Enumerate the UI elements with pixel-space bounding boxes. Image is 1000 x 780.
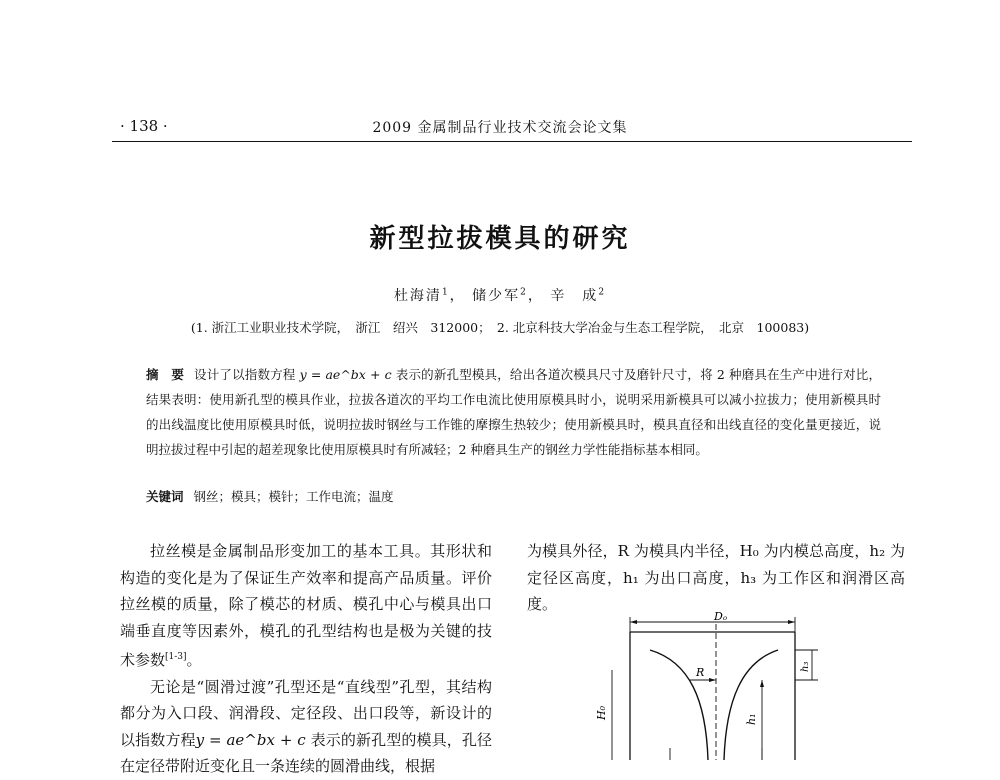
label-R: R <box>696 666 705 679</box>
abstract-text: 设计了以指数方程 <box>194 367 296 382</box>
arrow-head <box>760 680 764 687</box>
author-sep: ， <box>449 288 466 304</box>
author-affil-sup: 1 <box>441 287 450 298</box>
header-rule <box>112 141 912 142</box>
author-sep: ， <box>527 288 544 304</box>
body-paragraph <box>120 674 492 780</box>
abstract-label: 摘 要 <box>146 367 185 382</box>
paragraph-text: 拉丝模是金属制品形变加工的基本工具。其形状和构造的变化是为了保证生产效率和提高产品质量。评价拉丝模的质量，除了模芯的材质、模孔中心与模具出口端垂直度等因素外，模孔的孔型结构也是极为关键的技术参数 <box>120 542 492 669</box>
abstract <box>146 362 881 462</box>
author-name: 辛 成 <box>550 288 599 304</box>
inline-equation: y = ae^bx + c <box>195 730 306 749</box>
citation: [1-3] <box>165 652 187 662</box>
label-Do: Dₒ <box>714 610 728 623</box>
label-H0: H₀ <box>595 705 608 720</box>
body-right-column <box>527 538 905 618</box>
paragraph-text: 。 <box>186 651 202 669</box>
page-number: · 138 · <box>120 117 168 135</box>
die-profile-right <box>724 650 778 760</box>
abstract-text: 表示的新孔型模具，给出各道次模具尺寸及磨针尺寸，将 2 种磨具在生产中进行对比，结果表明：使用新孔型的模具作业，拉拔各道次的平均工作电流比使用原模具时小，说明采用新模具可以减小拉拔力；使用新模具时的出线温度比使用原模具时低，说明拉拔时钢丝与工作锥的摩擦生热较少；使用新模具时，模具直径和出线直径的变化量更接近，说明拉拔过程中引起的超差现象比使用原模具时有所减轻；2 种磨具生产的钢丝力学性能指标基本相同。 <box>146 367 881 457</box>
keywords-label: 关键词 <box>146 489 184 504</box>
author-affil-sup: 2 <box>520 287 528 298</box>
author-list <box>0 285 1000 305</box>
label-h1: h₁ <box>745 713 758 725</box>
paragraph-text: 无论是“圆滑过渡”孔型还是“直线型”孔型，其结构都分为入口段、润滑段、定径段、出口段等，新设计的以指数方程 <box>120 677 492 749</box>
label-h3: h₃ <box>800 661 811 672</box>
arrow-head <box>788 620 795 624</box>
keywords-text: 钢丝；模具；模针；工作电流；温度 <box>193 489 394 504</box>
paper-title: 新型拉拔模具的研究 <box>369 224 631 254</box>
body-paragraph: 为模具外径，R 为模具内半径，H₀ 为内模总高度，h₂ 为定径区高度，h₁ 为出口高度，h₃ 为工作区和润滑区高度。 <box>527 542 905 613</box>
running-header-title: 2009 金属制品行业技术交流会论文集 <box>372 120 628 136</box>
abstract-equation: y = ae^bx + c <box>299 367 392 382</box>
author-affil-sup: 2 <box>598 287 607 298</box>
affiliation: (1. 浙江工业职业技术学院， 浙江 绍兴 312000； 2. 北京科技大学冶金与生态工程学院， 北京 100083) <box>190 320 810 335</box>
die-figure <box>590 610 820 760</box>
author-name: 杜海清 <box>393 288 442 304</box>
arrow-head <box>709 678 716 682</box>
paragraph-text: 表示的新孔型的模具，孔径在定径带附近变化且一条连续的圆滑曲线，根据 <box>120 730 492 775</box>
body-paragraph <box>120 538 492 674</box>
author-name: 储少军 <box>472 288 521 304</box>
keywords <box>146 487 881 505</box>
body-left-column <box>120 538 492 780</box>
arrow-head <box>630 620 637 624</box>
